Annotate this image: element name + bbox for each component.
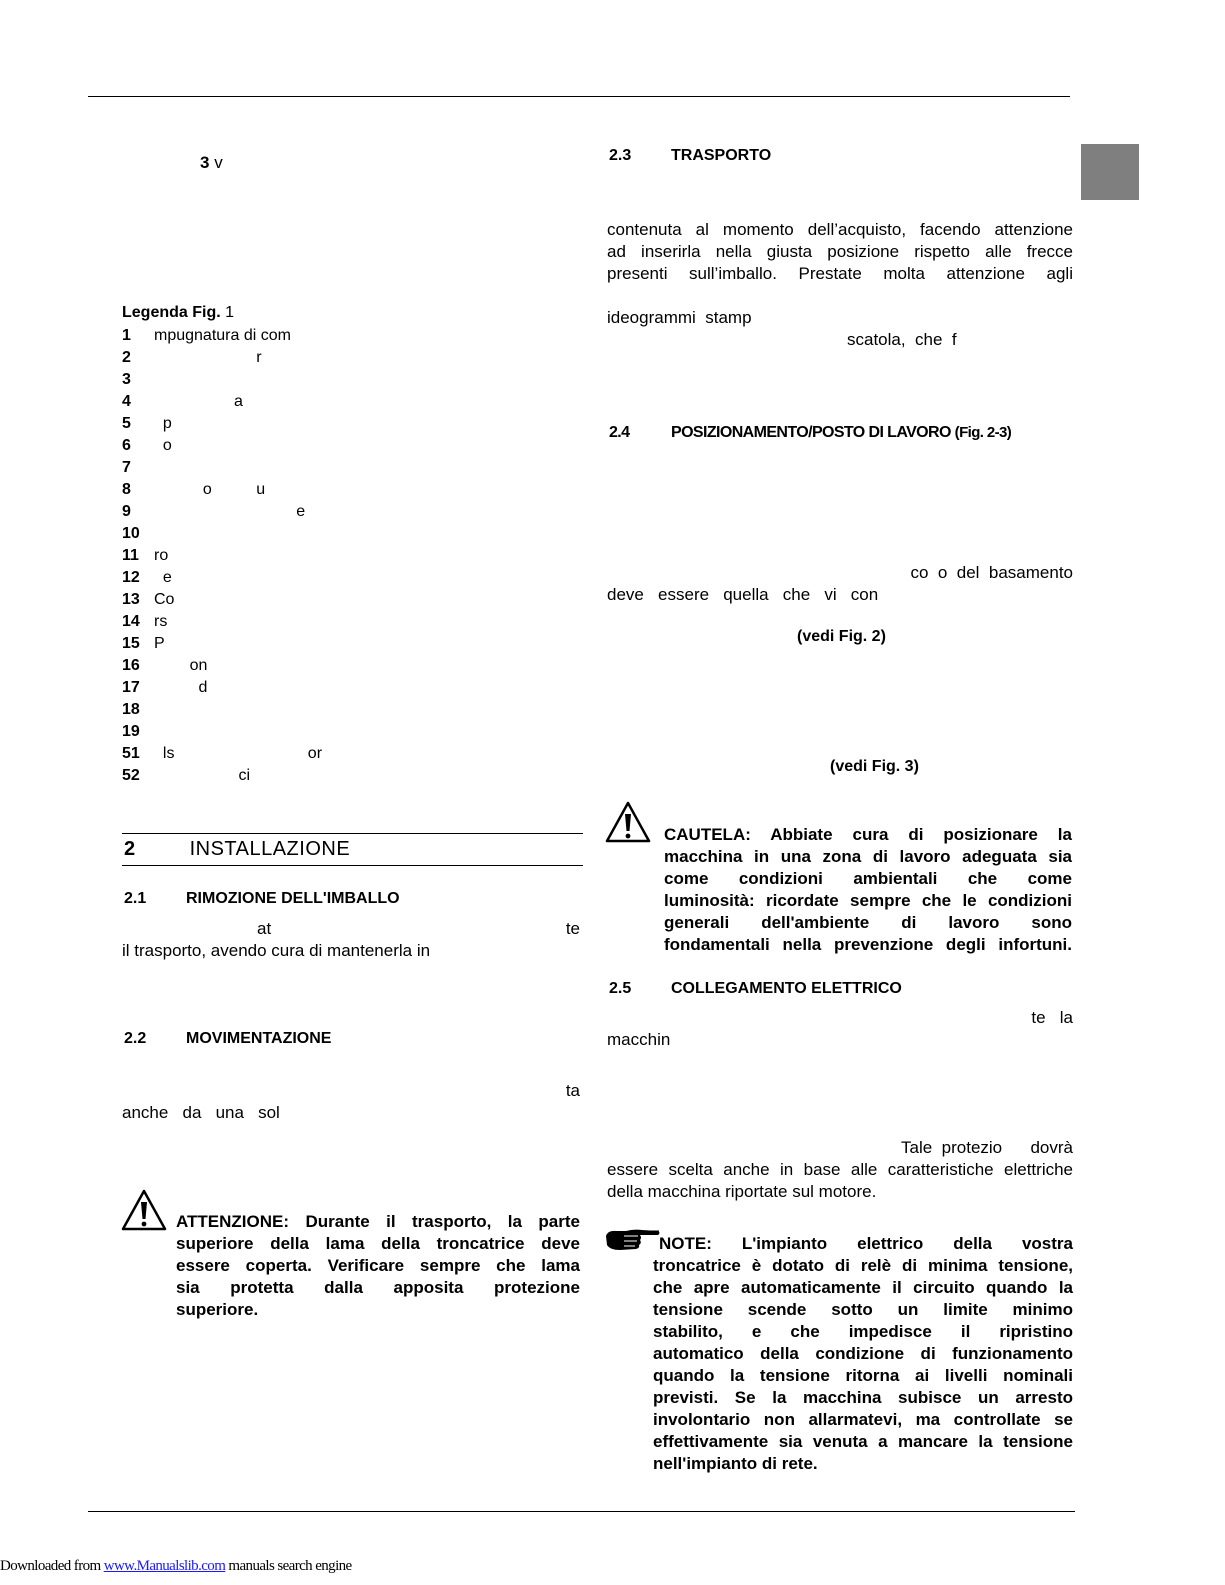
legend-item-number: 16: [122, 657, 140, 674]
section-2-4-text: [607, 562, 1073, 606]
chapter-top-rule: [122, 833, 583, 834]
footer-prefix: Downloaded from: [0, 1558, 104, 1574]
chapter-bottom-rule: [122, 865, 583, 866]
note-line-8: previsti. Se la macchina subisce un arresto: [653, 1388, 1073, 1407]
s23-line-2: ad inserirla nella giusta posizione rispetto alle frecce: [607, 242, 1073, 261]
page-marker-num: 3: [200, 153, 210, 172]
legend-item-text: mpugnatura di com: [154, 327, 291, 344]
page-marker-tail: v: [214, 153, 223, 172]
vedi-fig-3: (vedi Fig. 3): [830, 758, 919, 775]
legend-item-number: 1: [122, 327, 131, 344]
section-2-1-number: 2.1: [124, 890, 147, 907]
cautela-line-3: come condizioni ambientali che come: [664, 869, 1072, 888]
legend-item-text: e: [154, 503, 306, 520]
legend-item-number: 13: [122, 591, 140, 608]
s22-line-2: anche da una sol: [122, 1103, 280, 1122]
legend-item: [122, 765, 251, 787]
section-2-3-text: [607, 219, 1073, 349]
s25-line-4: essere scelta anche in base alle caratteristiche elettriche: [607, 1160, 1073, 1179]
page-marker: [200, 153, 223, 173]
legend-item: [122, 677, 234, 699]
note-line-2: troncatrice è dotato di relè di minima tensione,: [653, 1256, 1073, 1275]
attenzione-line-3: essere coperta. Verificare sempre che lama: [176, 1256, 580, 1275]
download-footer: [0, 1558, 352, 1575]
s23-line-3: presenti sull’imballo. Prestate molta attenzione agli: [607, 264, 1073, 283]
manualslib-link[interactable]: www.Manualslib.com: [103, 1558, 226, 1574]
legend-item-text: a: [154, 393, 243, 410]
note-line-5: stabilito, e che impedisce il ripristino: [653, 1322, 1073, 1341]
s25-fragment-3: Tale protezio dovrà: [901, 1138, 1073, 1157]
legend-item: [122, 721, 234, 743]
legend-item-text: rs: [154, 613, 168, 630]
legend-item-number: 2: [122, 349, 131, 366]
chapter-title: INSTALLAZIONE: [189, 838, 351, 860]
legend-item: [122, 391, 243, 413]
legend-item-number: 14: [122, 613, 140, 630]
legend-item-number: 9: [122, 503, 131, 520]
section-2-1-heading: [124, 890, 400, 908]
attenzione-label: ATTENZIONE: [176, 1212, 284, 1231]
section-2-5-text-b: [607, 1137, 1073, 1203]
legend-item-text: o: [154, 437, 172, 454]
s25-line-5: della macchina riportate sul motore.: [607, 1182, 877, 1201]
chapter-number: 2: [124, 838, 136, 860]
note-line-11: nell'impianto di rete.: [653, 1454, 818, 1473]
attenzione-line-2: superiore della lama della troncatrice deve: [176, 1234, 580, 1253]
cautela-box: [664, 824, 1072, 956]
legend-item-text: r: [154, 349, 262, 366]
vedi-fig-2: (vedi Fig. 2): [797, 628, 886, 645]
legend-item-number: 7: [122, 459, 131, 476]
legend-item: [122, 369, 234, 391]
legend-item: [122, 743, 323, 765]
note-line-6: automatico della condizione di funzionamento: [653, 1344, 1073, 1363]
note-line-10: effettivamente sia venuta a mancare la tensione: [653, 1432, 1073, 1451]
chapter-tab-marker: [1081, 144, 1139, 200]
section-2-1-text: [122, 918, 580, 962]
attenzione-line-4: sia protetta dalla apposita protezione: [176, 1278, 580, 1297]
legend-fig-number: 1: [225, 304, 235, 321]
note-label: NOTE: [659, 1234, 707, 1253]
s21-line-2: il trasporto, avendo cura di mantenerla in: [122, 941, 431, 960]
section-2-4-title: POSIZIONAMENTO/POSTO DI LAVORO: [671, 424, 951, 441]
legend-item: [122, 523, 234, 545]
legend-item: [122, 545, 234, 567]
legend-item-number: 17: [122, 679, 140, 696]
legend-item-number: 8: [122, 481, 131, 498]
warning-triangle-icon: [604, 800, 652, 844]
legend-item-text: o u: [154, 481, 266, 498]
warning-triangle-icon: [120, 1188, 168, 1232]
legend-item-text: ci: [154, 767, 251, 784]
legend-item: [122, 589, 234, 611]
legend-fig-1: [122, 304, 323, 787]
legend-title-text: Legenda Fig.: [122, 304, 221, 321]
section-2-4-fig-ref: (Fig. 2-3): [954, 424, 1012, 441]
legend-item-text: p: [154, 415, 172, 432]
legend-item-text: e: [154, 569, 172, 586]
legend-item: [122, 479, 266, 501]
attenzione-line-1: : Durante il trasporto, la parte: [283, 1212, 580, 1231]
section-2-2-heading: [124, 1030, 331, 1048]
legend-item: [122, 633, 234, 655]
legend-item-number: 15: [122, 635, 140, 652]
section-2-2-title: MOVIMENTAZIONE: [186, 1030, 332, 1047]
section-2-4-heading: [609, 424, 1011, 442]
legend-item-text: on: [154, 657, 208, 674]
s23-fragment-b: scatola, che f: [847, 330, 957, 349]
s21-fragment-a: at: [257, 919, 272, 938]
s21-fragment-b: te: [565, 919, 580, 938]
legend-item-number: 18: [122, 701, 140, 718]
section-2-5-text-a: [607, 1007, 1073, 1051]
legend-item-number: 52: [122, 767, 140, 784]
legend-item-text: ro: [154, 547, 169, 564]
footer-suffix: manuals search engine: [225, 1558, 352, 1574]
legend-item-number: 4: [122, 393, 131, 410]
s24-fragment-1: co o del basamento: [910, 563, 1073, 582]
legend-item-number: 5: [122, 415, 131, 432]
section-2-5-heading: [609, 980, 902, 998]
attenzione-line-5: superiore.: [176, 1300, 259, 1319]
s23-line-1: contenuta al momento dell’acquisto, facendo attenzione: [607, 220, 1073, 239]
cautela-line-4: luminosità: ricordate sempre che le condizioni: [664, 891, 1072, 910]
legend-item-number: 10: [122, 525, 140, 542]
section-2-3-title: TRASPORTO: [671, 147, 772, 164]
cautela-line-5: generali dell'ambiente di lavoro sono: [664, 913, 1072, 932]
section-2-1-title: RIMOZIONE DELL'IMBALLO: [186, 890, 400, 907]
s25-fragment-1: te la: [1031, 1008, 1073, 1027]
top-rule: [88, 96, 1070, 97]
cautela-label: CAUTELA: [664, 825, 746, 844]
cautela-line-6: fondamentali nella prevenzione degli infortuni.: [664, 935, 1072, 954]
section-2-4-number: 2.4: [609, 424, 630, 441]
legend-item: [122, 501, 306, 523]
s23-fragment-a: ideogrammi stamp: [607, 308, 752, 327]
legend-list: [122, 325, 323, 787]
legend-item-number: 51: [122, 745, 140, 762]
note-line-7: quando la tensione ritorna ai livelli nominali: [653, 1366, 1073, 1385]
section-2-2-number: 2.2: [124, 1030, 147, 1047]
chapter-heading: [124, 838, 350, 861]
note-line-9: involontario non allarmatevi, ma controllate se: [653, 1410, 1073, 1429]
legend-item-number: 19: [122, 723, 140, 740]
legend-item: [122, 699, 234, 721]
legend-item-text: ls or: [154, 745, 323, 762]
legend-item: [122, 457, 234, 479]
legend-item: [122, 567, 234, 589]
note-line-1: : L'impianto elettrico della vostra: [706, 1234, 1073, 1253]
legend-item: [122, 413, 234, 435]
legend-item-number: 3: [122, 371, 131, 388]
cautela-line-1: : Abbiate cura di posizionare la: [745, 825, 1072, 844]
note-box: [653, 1233, 1073, 1475]
legend-item: [122, 655, 234, 677]
section-2-3-heading: [609, 147, 771, 165]
legend-item-text: d: [154, 679, 208, 696]
s25-line-2: macchin: [607, 1030, 671, 1049]
legend-item-number: 11: [122, 547, 139, 564]
note-line-3: che apre automaticamente il circuito quando la: [653, 1278, 1073, 1297]
legend-item-text: Co: [154, 591, 175, 608]
section-2-2-text: [122, 1080, 580, 1124]
bottom-rule: [88, 1511, 1075, 1512]
s22-fragment-b: ta: [565, 1081, 580, 1100]
section-2-5-number: 2.5: [609, 980, 632, 997]
legend-item-number: 12: [122, 569, 140, 586]
legend-item-number: 6: [122, 437, 131, 454]
s24-line-2: deve essere quella che vi con: [607, 585, 879, 604]
note-line-4: tensione scende sotto un limite minimo: [653, 1300, 1073, 1319]
legend-item: [122, 347, 262, 369]
legend-item: [122, 611, 234, 633]
cautela-line-2: macchina in una zona di lavoro adeguata sia: [664, 847, 1072, 866]
section-2-5-title: COLLEGAMENTO ELETTRICO: [671, 980, 902, 997]
legend-item: [122, 325, 291, 347]
legend-item-text: P: [154, 635, 165, 652]
attenzione-box: [176, 1211, 580, 1321]
section-2-3-number: 2.3: [609, 147, 632, 164]
legend-title: [122, 304, 234, 322]
legend-item: [122, 435, 234, 457]
